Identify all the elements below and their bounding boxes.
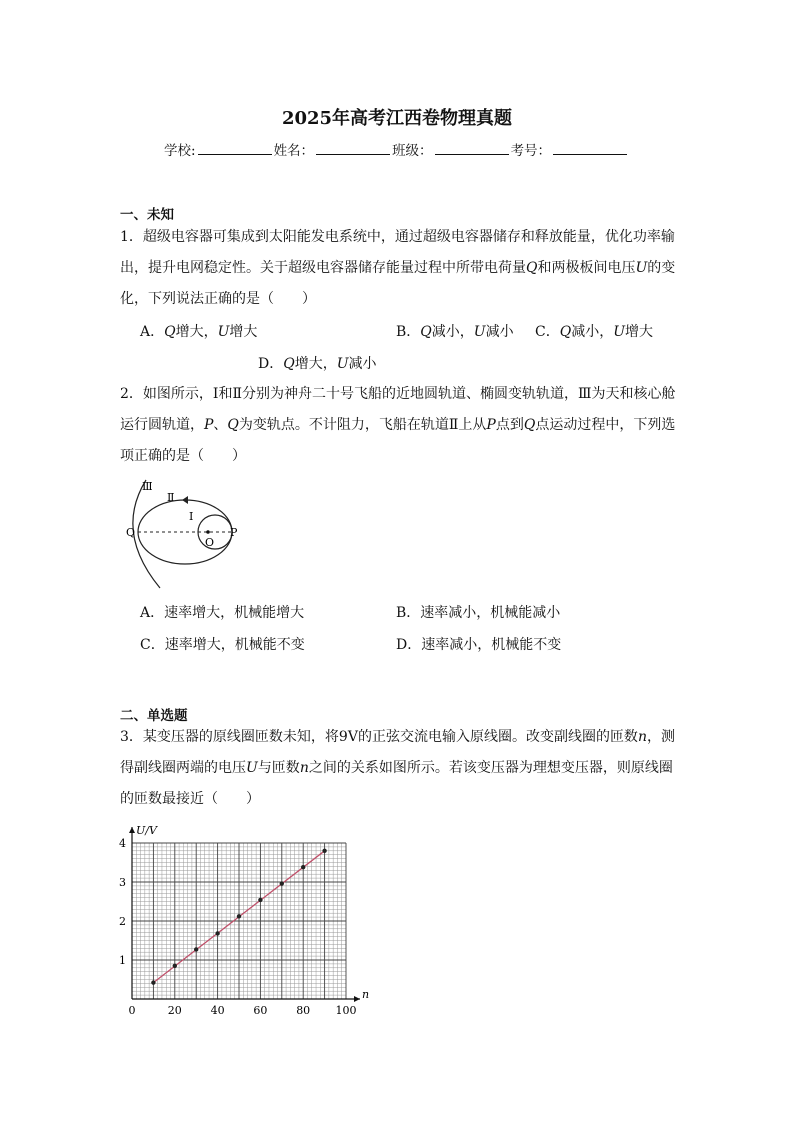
q1-option-c[interactable]: C．Q减小，U增大	[535, 324, 654, 340]
q2-option-a[interactable]: A．速率增大，机械能增大	[140, 605, 305, 621]
x-tick-label: 80	[296, 1004, 311, 1017]
x-tick-label: 0	[128, 1004, 136, 1017]
y-tick-label: 3	[119, 876, 126, 889]
label-orbit-iii: Ⅲ	[142, 480, 153, 493]
q2-option-b[interactable]: B．速率减小，机械能减小	[396, 605, 561, 621]
chart-tick-labels	[119, 824, 369, 1017]
label-point-q: Q	[126, 526, 136, 539]
page-title: 2025年高考江西卷物理真题	[281, 108, 513, 129]
q2-option-c[interactable]: C．速率增大，机械能不变	[140, 637, 305, 653]
y-tick-label: 1	[119, 954, 126, 967]
x-tick-label: 60	[253, 1004, 268, 1017]
number-blank	[553, 142, 627, 155]
y-tick-label: 2	[119, 915, 126, 928]
x-tick-label: 20	[167, 1004, 182, 1017]
student-info-line	[164, 139, 629, 159]
label-orbit-ii: Ⅱ	[167, 491, 175, 504]
label-point-o: O	[205, 536, 215, 549]
question-3-stem: 3．某变压器的原线圈匝数未知，将9V的正弦交流电输入原线圈。改变副线圈的匝数n，测得副线圈两端的电压U与匝数n之间的关系如图所示。若该变压器为理想变压器，则原线圈的匝数最接近（ ）	[120, 729, 675, 807]
x-axis-arrow-icon	[354, 996, 360, 1002]
name-blank	[316, 142, 390, 155]
q1-option-d[interactable]: D．Q增大，U减小	[258, 356, 377, 372]
question-2-stem: 2．如图所示，Ⅰ和Ⅱ分别为神舟二十号飞船的近地圆轨道、椭圆变轨轨道，Ⅲ为天和核心舱运行圆轨道，P、Q为变轨点。不计阻力，飞船在轨道Ⅱ上从P点到Q点运动过程中，下列选项正确的是（ ）	[120, 386, 676, 464]
data-point	[151, 980, 155, 984]
earth-center-dot	[206, 530, 210, 534]
q1-option-a[interactable]: A．Q增大，U增大	[140, 324, 258, 340]
direction-arrow-icon	[182, 496, 188, 504]
q1-option-b[interactable]: B．Q减小，U减小	[396, 324, 514, 340]
data-point	[280, 881, 284, 885]
data-point	[194, 947, 198, 951]
section-heading-single-choice: 二、单选题	[120, 708, 188, 724]
q2-option-d[interactable]: D．速率减小，机械能不变	[396, 637, 562, 653]
x-axis-label: n	[362, 988, 370, 1001]
x-tick-label: 100	[335, 1004, 357, 1017]
section-heading-unknown: 一、未知	[120, 207, 174, 223]
question-1-stem: 1．超级电容器可集成到太阳能发电系统中，通过超级电容器储存和释放能量，优化功率输出，提升电网稳定性。关于超级电容器储存能量过程中所带电荷量Q和两极板间电压U的变化，下列说法正确的是（ ）	[120, 229, 676, 307]
data-point	[173, 964, 177, 968]
orbit-i	[198, 515, 232, 549]
u-n-chart	[112, 815, 374, 1020]
y-axis-arrow-icon	[129, 827, 135, 833]
school-label: 学校:	[164, 143, 196, 159]
name-label: 姓名：	[273, 143, 315, 159]
class-label: 班级：	[392, 143, 433, 159]
number-label: 考号：	[510, 143, 552, 159]
y-axis-label: U/V	[136, 824, 157, 837]
data-point	[322, 849, 326, 853]
school-blank	[198, 142, 272, 155]
orbit-diagram	[120, 474, 250, 594]
orbit-iii	[133, 480, 160, 588]
x-tick-label: 40	[210, 1004, 225, 1017]
label-point-p: P	[230, 526, 238, 539]
data-point	[215, 931, 219, 935]
class-blank	[435, 142, 509, 155]
data-point	[237, 914, 241, 918]
data-point	[301, 865, 305, 869]
label-orbit-i: I	[189, 510, 194, 523]
data-point	[258, 898, 262, 902]
y-tick-label: 4	[119, 837, 126, 850]
